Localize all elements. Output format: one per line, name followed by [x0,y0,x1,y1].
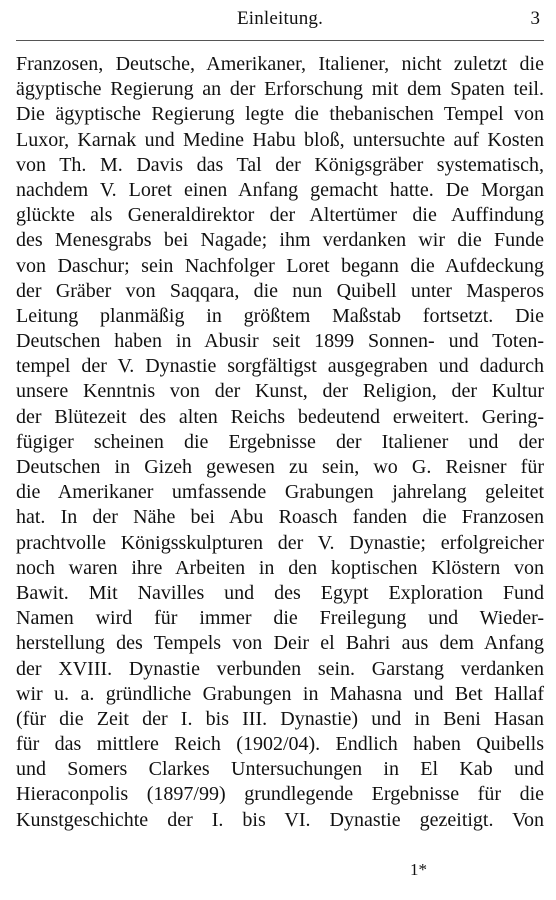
text-line: (für die Zeit der I. bis III. Dynastie) und in Beni Hasan [16,707,544,730]
text-line: Deutschen haben in Abusir seit 1899 Sonnen- und Toten- [16,330,544,353]
text-line: Hieraconpolis (1897/99) grundlegende Ergebnisse für die [16,783,544,806]
running-head [16,6,544,34]
book-page [16,6,544,894]
text-line: Kunstgeschichte der I. bis VI. Dynastie gezeitigt. Von [16,808,544,831]
text-line: glückte als Generaldirektor der Altertümer die Auffindung [16,204,544,227]
text-line: fügiger scheinen die Ergebnisse der Italiener und der [16,430,544,453]
text-line: Luxor, Karnak und Medine Habu bloß, untersuchte auf Kosten [16,128,544,151]
text-line: tempel der V. Dynastie sorgfältigst ausgegraben und dadurch [16,355,544,378]
text-line: der Blütezeit des alten Reichs bedeutend erweitert. Gering- [16,405,544,428]
text-line: und Somers Clarkes Untersuchungen in El Kab und [16,758,544,781]
text-line: Deutschen in Gizeh gewesen zu sein, wo G. Reisner für [16,456,544,478]
text-line: Namen wird für immer die Freilegung und Wieder- [16,607,544,630]
text-line: noch waren ihre Arbeiten in den koptischen Klöstern von [16,556,544,579]
text-line: der XVIII. Dynastie verbunden sein. Garstang verdanken [16,657,544,680]
text-line: Leitung planmäßig in größtem Maßstab fortsetzt. Die [16,304,544,327]
text-line: herstellung des Tempels von Deir el Bahri aus dem Anfang [16,632,544,655]
text-line: von Th. M. Davis das Tal der Königsgräber systematisch, [16,153,544,176]
text-line: unsere Kenntnis von der Kunst, der Religion, der Kultur [16,380,544,403]
page-number: 3 [530,8,540,29]
text-line: für das mittlere Reich (1902/04). Endlich haben Quibells [16,733,544,756]
text-line: ägyptische Regierung an der Erforschung mit dem Spaten teil. [16,78,544,101]
text-line: Bawit. Mit Navilles und des Egypt Exploration Fund [16,581,544,604]
chapter-title: Einleitung. [236,8,324,29]
text-line: wir u. a. gründliche Grabungen in Mahasna und Bet Hallaf [16,682,544,705]
text-line: prachtvolle Königsskulpturen der V. Dynastie; erfolgreicher [16,531,544,554]
body-paragraph [16,52,544,833]
text-line: hat. In der Nähe bei Abu Roasch fanden die Franzosen [16,506,544,529]
text-line: Franzosen, Deutsche, Amerikaner, Italiener, nicht zuletzt die [16,53,544,75]
text-line: von Daschur; sein Nachfolger Loret begann die Aufdeckung [16,254,544,277]
text-line: des Menesgrabs bei Nagade; ihm verdanken wir die Funde [16,229,544,252]
text-line: die Amerikaner umfassende Grabungen jahrelang geleitet [16,481,544,504]
text-line: der Gräber von Saqqara, die nun Quibell unter Masperos [16,279,544,302]
text-line: Die ägyptische Regierung legte die thebanischen Tempel von [16,103,544,126]
text-line: nachdem V. Loret einen Anfang gemacht hatte. De Morgan [16,178,544,201]
header-rule [16,40,544,41]
sheet-signature: 1* [410,860,427,879]
